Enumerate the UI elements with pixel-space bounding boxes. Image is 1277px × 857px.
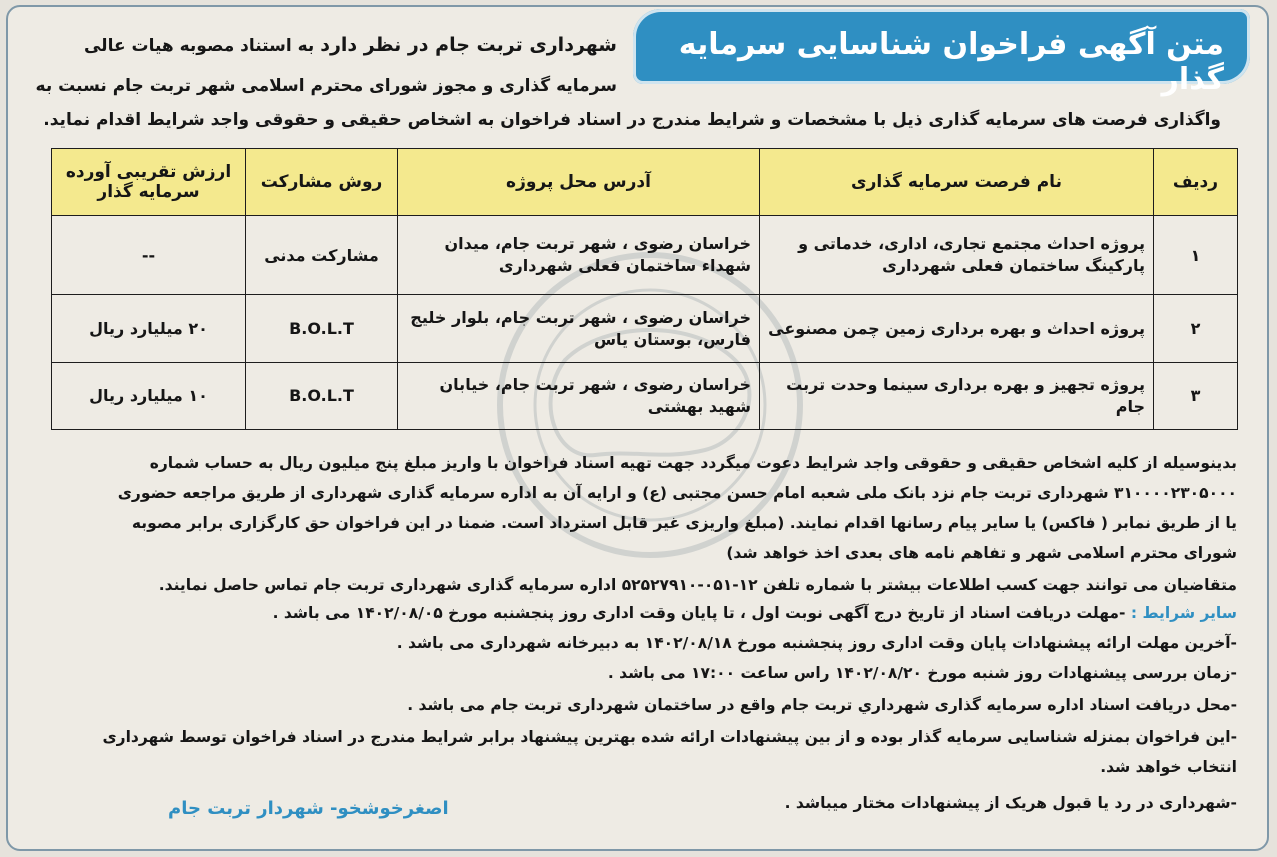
cell-name: پروژه احداث مجتمع تجاری، اداری، خدماتی و پارکینگ ساختمان فعلی شهرداری [760,216,1154,295]
cell-value: ۱۰ میلیارد ریال [52,362,246,429]
condition-6: -شهرداری در رد یا قبول هریک از پیشنهادات مختار میباشد . [784,794,1237,812]
cell-method: مشارکت مدنی [246,216,398,295]
cell-name: پروژه احداث و بهره برداری زمین چمن مصنوعی [760,295,1154,362]
opportunities-table [51,148,1238,430]
table-row [52,362,1238,429]
condition-line-1 [50,604,1237,622]
title-banner [633,9,1250,97]
mayor-signature: اصغرخوشخو- شهردار تربت جام [168,798,449,819]
cell-value: -- [52,216,246,295]
condition-5: -این فراخوان بمنزله شناسایی سرمایه گذار بوده و از بین پیشنهادات ارائه شده بهترین پیشنهاد برابر شرایط مندرج در اسناد فراخوان توسط شهرداری [102,728,1237,746]
table-row [52,216,1238,295]
cell-number: ۲ [1154,295,1238,362]
intro-bold: شهرداری تربت جام در نظر دارد [320,34,617,56]
body-line-2: ۳۱۰۰۰۰۲۳۰۵۰۰۰ شهرداری تربت جام نزد بانک ملی شعبه امام حسن مجتبی (ع) و ارایه آن به اداره سرمایه گذاری شهرداری از طریق مراجعه حضوری [117,484,1237,502]
cell-method: B.O.L.T [246,295,398,362]
intro-line-2: سرمایه گذاری و مجوز شورای محترم اسلامی شهر تربت جام نسبت به [35,76,617,96]
intro-line-1 [84,34,617,56]
body-line-5: متقاضیان می توانند جهت کسب اطلاعات بیشتر با شماره تلفن ۱۲-۰۵۱-۵۲۵۲۷۹۱۰ اداره سرمایه گذاری شهرداری تربت جام تماس حاصل نمایند. [158,576,1237,594]
cell-value: ۲۰ میلیارد ریال [52,295,246,362]
body-line-1: بدینوسیله از کلیه اشخاص حقیقی و حقوقی واجد شرایط دعوت میگردد جهت تهیه اسناد فراخوان با واریز مبلغ پنج میلیون ریال به حساب شماره [149,454,1237,472]
cell-address: خراسان رضوی ، شهر تربت جام، میدان شهداء ساختمان فعلی شهرداری [398,216,760,295]
cell-address: خراسان رضوی ، شهر تربت جام، خیابان شهید بهشتی [398,362,760,429]
header-value: ارزش تقریبی آورده سرمایه گذار [52,149,246,216]
condition-4: -محل دریافت اسناد اداره سرمایه گذاری شهرداري تربت جام واقع در ساختمان شهرداری تربت جام می باشد . [407,696,1237,714]
table-row [52,295,1238,362]
header-opportunity-name: نام فرصت سرمایه گذاری [760,149,1154,216]
body-line-4: شورای محترم اسلامی شهر و تفاهم نامه های بعدی اخذ خواهد شد) [726,544,1237,562]
header-method: روش مشارکت [246,149,398,216]
intro-line-3: واگذاری فرصت های سرمایه گذاری ذیل با مشخصات و شرایط مندرج در اسناد فراخوان به اشخاص حقیقی و حقوقی واجد شرایط اقدام نماید. [43,110,1221,130]
other-conditions-label: سایر شرایط : [1130,604,1237,622]
table-header-row [52,149,1238,216]
header-row-number: ردیف [1154,149,1238,216]
cell-number: ۱ [1154,216,1238,295]
condition-1: -مهلت دریافت اسناد از تاریخ درج آگهی نوبت اول ، تا پایان وقت اداری روز پنجشنبه مورخ ۱۴۰۲/۰۸/۰۵ می باشد . [272,604,1131,622]
intro-rest: به استناد مصوبه هیات عالی [83,36,321,56]
body-line-3: یا از طریق نمابر ( فاکس) یا سایر پیام رسانها اقدام نمایند. (مبلغ واریزی غیر قابل استرداد است. ضمنا در این فراخوان حق کارگزاری برابر مصوبه [131,514,1237,532]
cell-name: پروژه تجهیز و بهره برداری سینما وحدت تربت جام [760,362,1154,429]
cell-number: ۳ [1154,362,1238,429]
condition-5-cont: انتخاب خواهد شد. [1100,758,1237,776]
condition-2: -آخرین مهلت ارائه پیشنهادات پایان وقت اداری روز پنجشنبه مورخ ۱۴۰۲/۰۸/۱۸ به دبیرخانه شهرداری می باشد . [396,634,1237,652]
condition-3: -زمان بررسی پیشنهادات روز شنبه مورخ ۱۴۰۲/۰۸/۲۰ راس ساعت ۱۷:۰۰ می باشد . [607,664,1237,682]
cell-address: خراسان رضوی ، شهر تربت جام، بلوار خلیج فارس، بوستان یاس [398,295,760,362]
page-title: متن آگهی فراخوان شناسایی سرمایه گذار [678,27,1224,97]
header-address: آدرس محل پروژه [398,149,760,216]
cell-method: B.O.L.T [246,362,398,429]
